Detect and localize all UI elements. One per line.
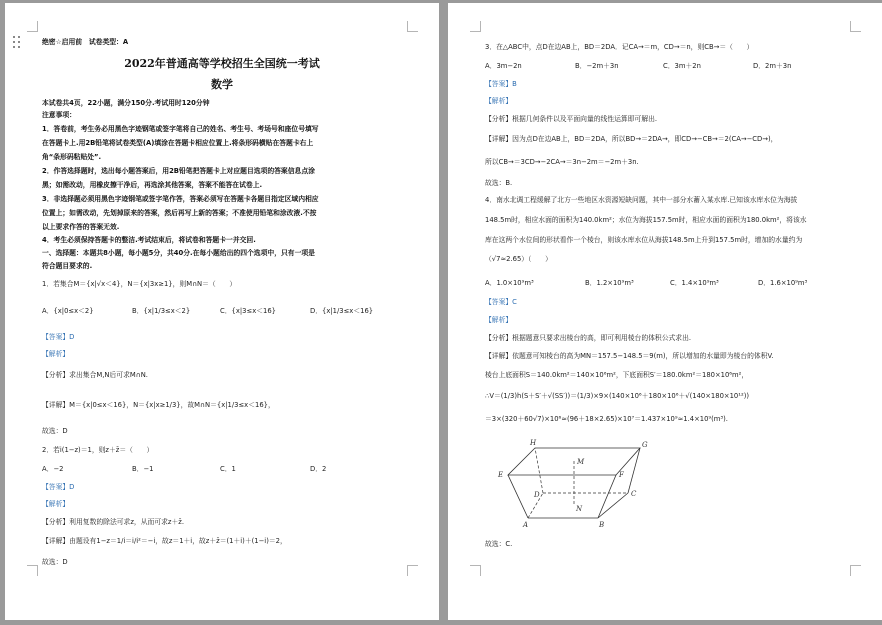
analysis-tag: 【解析】	[42, 500, 70, 508]
q2-option-b: B．−1	[132, 465, 154, 473]
note-line: 位置上；如需改动，先划掉原来的答案，然后再写上新的答案；不准使用铅笔和涂改液.不按	[42, 209, 317, 217]
q4-detail: 棱台上底面积S＝140.0km²＝140×10⁶m²，下底面积S′＝180.0km²＝180×10⁶m²，	[485, 371, 749, 379]
q4-detail: 【详解】依题意可知棱台的高为MN＝157.5−148.5＝9(m)，所以增加的水量即为棱台的体积V.	[485, 352, 774, 360]
q1-detail: 【详解】M＝{x|0≤x＜16}，N＝{x|x≥1/3}，故M∩N＝{x|1/3≤x＜16}，	[42, 401, 275, 409]
crop-mark	[407, 21, 418, 32]
crop-mark	[27, 565, 38, 576]
q1-analysis: 【分析】求出集合M,N后可求M∩N.	[42, 371, 148, 379]
q3-option-c: C．3m＋2n	[663, 62, 701, 70]
section-heading: 一、选择题：本题共8小题，每小题5分，共40分.在每小题给出的四个选项中，只有一项是	[42, 249, 315, 257]
crop-mark	[850, 565, 861, 576]
edge-ea	[508, 475, 528, 518]
note-line: 4．考生必须保持答题卡的整洁.考试结束后，将试卷和答题卡一并交回.	[42, 236, 256, 244]
question-1: 1．若集合M＝{x|√x＜4}，N＝{x|3x≥1}，则M∩N＝（ ）	[42, 280, 237, 288]
notes-heading: 注意事项：	[42, 111, 76, 119]
question-4-line: 库在这两个水位间的形状看作一个棱台，则该水库水位从海拔148.5m上升到157.5m时，增加的水量约为	[485, 236, 803, 244]
question-4-line: （√7≈2.65）（ ）	[485, 255, 552, 263]
label-h: H	[530, 439, 537, 447]
q2-option-c: C．1	[220, 465, 236, 473]
question-4-line: 4．南水北调工程缓解了北方一些地区水资源短缺问题，其中一部分水蓄入某水库.已知该水库水位为海拔	[485, 196, 798, 204]
label-m: M	[577, 458, 585, 466]
q2-conclusion: 故选：D	[42, 558, 68, 566]
answer-tag: 【答案】B	[485, 80, 517, 88]
q4-option-a: A．1.0×10⁹m³	[485, 279, 534, 287]
confidential-header: 绝密☆启用前 试卷类型：A	[42, 38, 129, 46]
answer-tag: 【答案】C	[485, 298, 517, 306]
q2-option-d: D．2	[310, 465, 327, 473]
label-e: E	[498, 471, 504, 479]
note-line: 2．作答选择题时，选出每小题答案后，用2B铅笔把答题卡上对应题目选项的答案信息点涂	[42, 167, 315, 175]
subject-title: 数学	[211, 78, 233, 91]
document-page-right	[448, 3, 882, 620]
crop-mark	[27, 21, 38, 32]
q1-option-a: A．{x|0≤x＜2}	[42, 307, 94, 315]
q1-option-c: C．{x|3≤x＜16}	[220, 307, 276, 315]
q4-option-d: D．1.6×10⁹m³	[758, 279, 808, 287]
document-page-left	[5, 3, 439, 620]
exam-info: 本试卷共4页，22小题，满分150分.考试用时120分钟	[42, 99, 210, 107]
answer-tag: 【答案】D	[42, 333, 75, 341]
q4-option-c: C．1.4×10⁹m³	[670, 279, 719, 287]
label-n: N	[576, 505, 583, 513]
q1-option-b: B．{x|1/3≤x＜2}	[132, 307, 191, 315]
q2-analysis: 【分析】利用复数的除法可求z，从而可求z＋z̄.	[42, 518, 185, 526]
crop-mark	[470, 565, 481, 576]
label-d: D	[534, 491, 540, 499]
note-line: 1．答卷前，考生务必用黑色字迹钢笔或签字笔将自己的姓名、考生号、考场号和座位号填写	[42, 125, 319, 133]
label-a: A	[523, 521, 529, 529]
crop-mark	[470, 21, 481, 32]
section-heading: 符合题目要求的.	[42, 262, 93, 270]
q3-detail: 所以CB→＝3CD→−2CA→＝3n−2m＝−2m＋3n.	[485, 158, 639, 166]
frustum-figure	[488, 433, 648, 533]
q1-conclusion: 故选：D	[42, 427, 68, 435]
q3-detail: 【详解】因为点D在边AB上，BD＝2DA，所以BD→＝2DA→，即CD→−CB→＝2(CA→−CD→)，	[485, 135, 778, 143]
q1-option-d: D．{x|1/3≤x＜16}	[310, 307, 374, 315]
question-4-line: 148.5m时，相应水面的面积为140.0km²；水位为海拔157.5m时，相应水面的面积为180.0km²，将该水	[485, 216, 807, 224]
hidden-edge-dh	[535, 448, 543, 493]
label-b: B	[599, 521, 605, 529]
q3-conclusion: 故选：B.	[485, 179, 513, 187]
note-line: 角“条形码粘贴处”.	[42, 153, 102, 161]
q4-conclusion: 故选：C.	[485, 540, 513, 548]
crop-mark	[850, 21, 861, 32]
note-line: 以上要求作答的答案无效.	[42, 223, 120, 231]
exam-title: 2022年普通高等学校招生全国统一考试	[124, 57, 320, 70]
edge-bf	[598, 475, 616, 518]
question-2: 2．若i(1−z)＝1，则z＋z̄＝（ ）	[42, 446, 154, 454]
q3-analysis: 【分析】根据几何条件以及平面向量的线性运算即可解出.	[485, 115, 658, 123]
q3-option-d: D．2m＋3n	[753, 62, 792, 70]
drag-handle-icon[interactable]	[13, 36, 23, 50]
q2-option-a: A．−2	[42, 465, 64, 473]
q3-option-a: A．3m−2n	[485, 62, 522, 70]
answer-tag: 【答案】D	[42, 483, 75, 491]
note-line: 黑；如需改动，用橡皮擦干净后，再选涂其他答案，答案不能答在试卷上.	[42, 181, 263, 189]
analysis-tag: 【解析】	[485, 316, 513, 324]
edge-bc	[598, 493, 628, 518]
label-g: G	[642, 441, 648, 449]
q2-detail: 【详解】由题设有1−z＝1/i＝i/i²＝−i，故z＝1＋i，故z＋z̄＝(1＋i)＋(1−i)＝2，	[42, 537, 287, 545]
note-line: 3．非选择题必须用黑色字迹钢笔或签字笔作答，答案必须写在答题卡各题目指定区域内相应	[42, 195, 319, 203]
q4-detail: ∴V＝(1/3)h(S＋S′＋√(SS′))＝(1/3)×9×(140×10⁶＋180×10⁶＋√(140×180×10¹²))	[485, 392, 749, 400]
label-c: C	[631, 490, 637, 498]
q4-option-b: B．1.2×10⁹m³	[585, 279, 634, 287]
q4-detail: ＝3×(320＋60√7)×10⁶≈(96＋18×2.65)×10⁷＝1.437×10⁹≈1.4×10⁹(m³).	[485, 415, 728, 423]
q3-option-b: B．−2m＋3n	[575, 62, 619, 70]
question-3: 3．在△ABC中，点D在边AB上，BD＝2DA．记CA→＝m，CD→＝n，则CB→＝（ ）	[485, 43, 754, 51]
analysis-tag: 【解析】	[42, 350, 70, 358]
note-line: 在答题卡上.用2B铅笔将试卷类型(A)填涂在答题卡相应位置上.将条形码横贴在答题卡右上	[42, 139, 314, 147]
analysis-tag: 【解析】	[485, 97, 513, 105]
label-f: F	[619, 471, 624, 479]
q4-analysis: 【分析】根据题意只要求出棱台的高，即可利用棱台的体积公式求出.	[485, 334, 692, 342]
